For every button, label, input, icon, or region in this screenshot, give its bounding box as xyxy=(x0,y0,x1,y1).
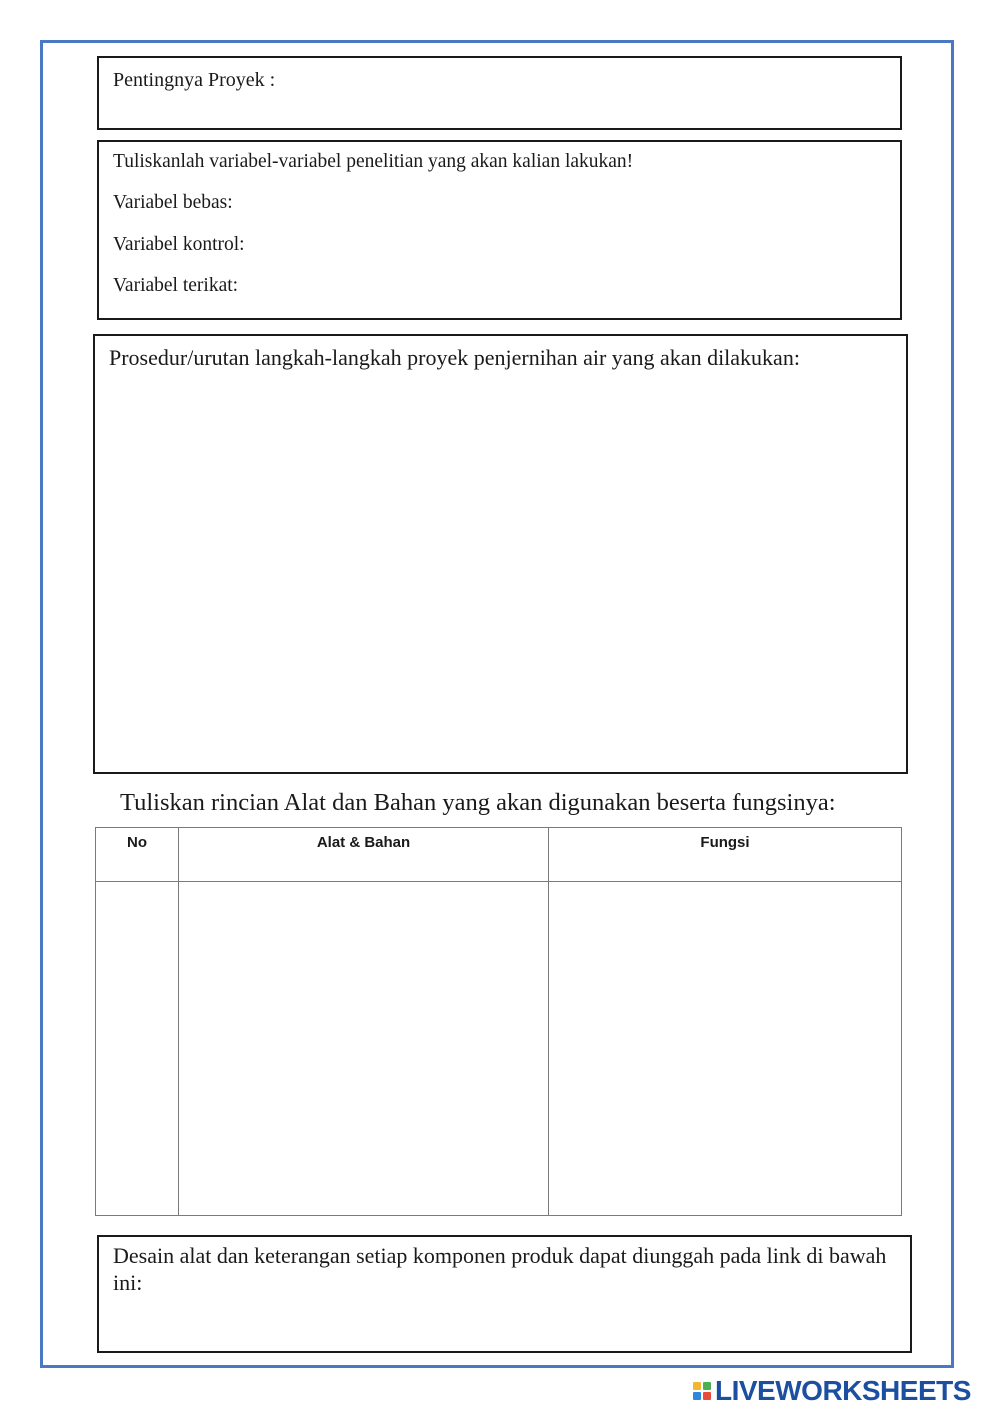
desain-box[interactable] xyxy=(97,1235,912,1353)
alat-bahan-table-wrap xyxy=(95,827,902,1216)
liveworksheets-logo[interactable] xyxy=(693,1375,971,1407)
logo-text: LIVEWORKSHEETS xyxy=(715,1375,971,1406)
cell-fungsi[interactable] xyxy=(549,882,902,1216)
header-alat-bahan: Alat & Bahan xyxy=(179,828,549,882)
variabel-box[interactable] xyxy=(97,140,902,320)
cell-no[interactable] xyxy=(96,882,179,1216)
logo-square xyxy=(693,1382,701,1390)
desain-label: Desain alat dan keterangan setiap komponen produk dapat diunggah pada link di bawah ini: xyxy=(113,1243,887,1295)
header-fungsi: Fungsi xyxy=(549,828,902,882)
logo-square xyxy=(693,1392,701,1400)
pentingnya-proyek-label: Pentingnya Proyek : xyxy=(113,69,276,91)
variabel-bebas-label: Variabel bebas: xyxy=(113,192,233,214)
cell-alat-bahan[interactable] xyxy=(179,882,549,1216)
header-no: No xyxy=(96,828,179,882)
prosedur-label: Prosedur/urutan langkah-langkah proyek penjernihan air yang akan dilakukan: xyxy=(109,345,800,370)
variabel-kontrol-label: Variabel kontrol: xyxy=(113,233,245,255)
variabel-terikat-label: Variabel terikat: xyxy=(113,275,239,297)
logo-square xyxy=(703,1382,711,1390)
alat-bahan-instruction: Tuliskan rincian Alat dan Bahan yang akan digunakan beserta fungsinya: xyxy=(120,789,836,816)
table-row xyxy=(96,882,902,1216)
alat-bahan-table xyxy=(95,827,902,1216)
variabel-prompt: Tuliskanlah variabel-variabel penelitian yang akan kalian lakukan! xyxy=(113,151,634,172)
logo-mark-icon xyxy=(693,1382,711,1400)
table-header-row xyxy=(96,828,902,882)
pentingnya-proyek-box[interactable] xyxy=(97,56,902,130)
logo-square xyxy=(703,1392,711,1400)
prosedur-box[interactable] xyxy=(93,334,908,774)
